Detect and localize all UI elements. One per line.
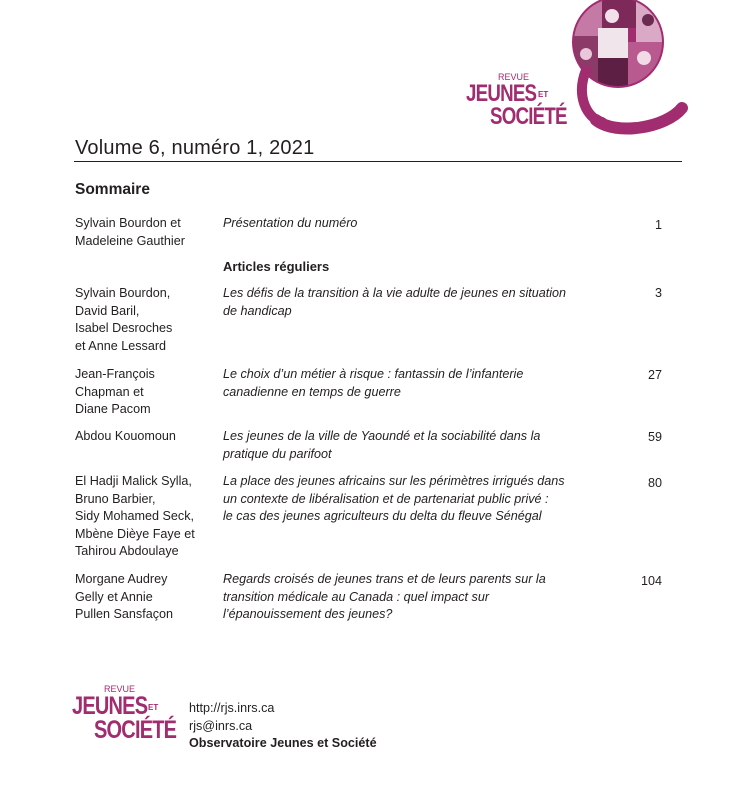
- journal-logo: [462, 72, 572, 134]
- entry-title[interactable]: La place des jeunes africains sur les périmètres irrigués dans un contexte de libéralisation et de partenariat public privé : le cas des jeunes agriculteurs du delta du fleuve Sénégal: [223, 474, 565, 524]
- footer-logo-jeunes-label: JEUNES: [72, 692, 148, 720]
- entry-page-number: 27: [647, 368, 662, 382]
- footer-logo-et-label: ET: [148, 703, 159, 712]
- entry-page-number: 80: [647, 476, 662, 490]
- logo-et-label: ET: [538, 90, 549, 99]
- entry-authors: Sylvain Bourdon et Madeleine Gauthier: [75, 216, 185, 248]
- entry-authors: Abdou Kouomoun: [75, 429, 176, 443]
- entry-title[interactable]: Présentation du numéro: [223, 216, 358, 230]
- footer-email-link[interactable]: rjs@inrs.ca: [189, 718, 253, 733]
- footer-logo-societe-label: SOCIÉTÉ: [94, 716, 177, 744]
- footer-contact: [189, 700, 377, 753]
- header-divider: [74, 161, 682, 162]
- entry-title[interactable]: Le choix d’un métier à risque : fantassin de l’infanterie canadienne en temps de guerre: [223, 367, 524, 399]
- logo-societe-label: SOCIÉTÉ: [490, 103, 567, 130]
- entry-title[interactable]: Les jeunes de la ville de Yaoundé et la sociabilité dans la pratique du parifoot: [223, 429, 541, 461]
- logo-revue-label: REVUE: [498, 72, 530, 82]
- collage-swirl-graphic: [556, 0, 696, 140]
- entry-page-number: 59: [647, 430, 662, 444]
- entry-authors: Sylvain Bourdon, David Baril, Isabel Desroches et Anne Lessard: [75, 286, 173, 353]
- entry-authors: El Hadji Malick Sylla, Bruno Barbier, Sidy Mohamed Seck, Mbène Dièye Faye et Tahirou Abdoulaye: [75, 474, 195, 559]
- footer-url-link[interactable]: http://rjs.inrs.ca: [189, 701, 275, 715]
- entry-authors: Morgane Audrey Gelly et Annie Pullen Sansfaçon: [75, 572, 174, 622]
- entry-title[interactable]: Regards croisés de jeunes trans et de leurs parents sur la transition médicale au Canada : quel impact sur l’épanouissement des jeunes?: [223, 572, 546, 622]
- sommaire-heading: Sommaire: [75, 181, 150, 198]
- footer-organization: Observatoire Jeunes et Société: [189, 736, 377, 751]
- volume-title: Volume 6, numéro 1, 2021: [75, 137, 315, 159]
- logo-jeunes-label: JEUNES: [466, 80, 537, 107]
- entry-title[interactable]: Les défis de la transition à la vie adulte de jeunes en situation de handicap: [223, 286, 567, 318]
- entry-authors: Jean-François Chapman et Diane Pacom: [75, 367, 155, 417]
- entry-page-number: 1: [654, 218, 662, 232]
- entry-page-number: 3: [654, 286, 662, 300]
- section-heading: Articles réguliers: [223, 259, 330, 274]
- entry-page-number: 104: [640, 574, 662, 588]
- footer-logo-revue-label: REVUE: [104, 684, 136, 694]
- footer-journal-logo: [70, 684, 182, 748]
